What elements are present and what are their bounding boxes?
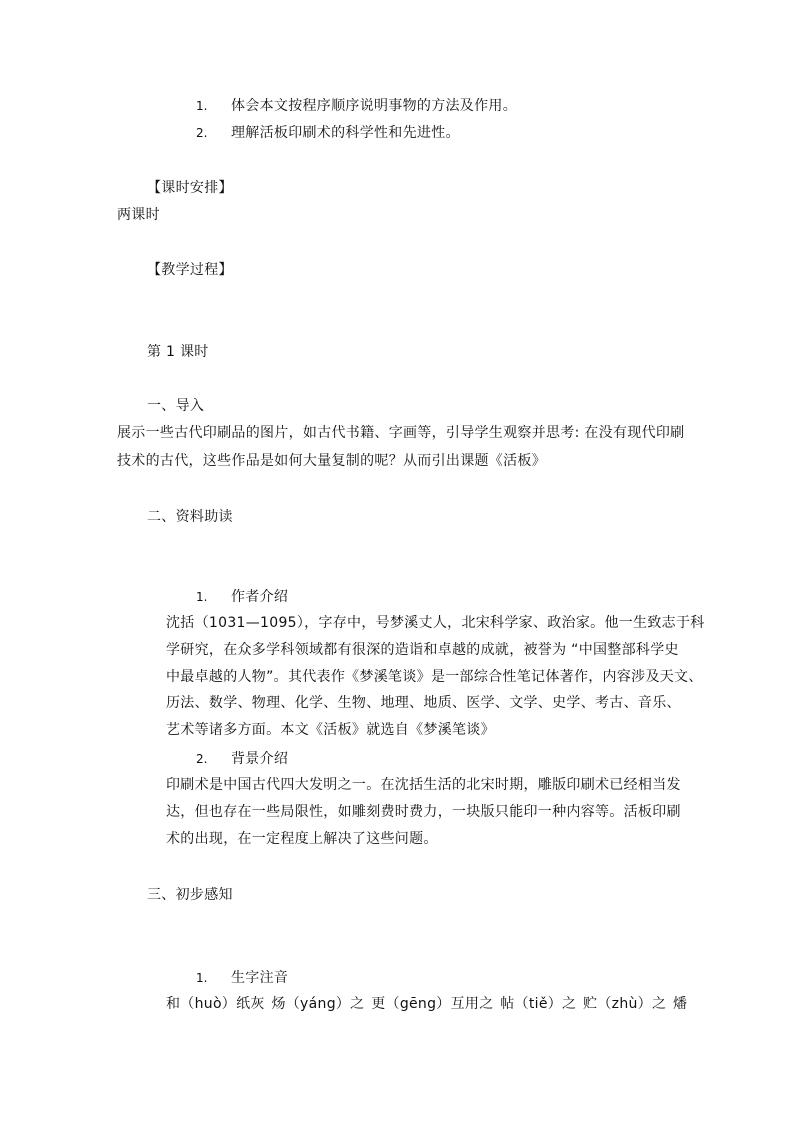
author-line: 学研究，在众多学科领域都有很深的造诣和卓越的成就，被誉为 “中国整部科学史 (166, 642, 679, 658)
intro-line: 展示一些古代印刷品的图片，如古代书籍、字画等，引导学生观察并思考: 在没有现代印刷 (117, 425, 685, 441)
pinyin-number: 1. (196, 971, 208, 985)
objective-2-text: 理解活板印刷术的科学性和先进性。 (231, 125, 460, 141)
author-line: 历法、数学、物理、化学、生物、地理、地质、医学、文学、史学、考古、音乐、 (166, 695, 681, 711)
objective-1-text: 体会本文按程序顺序说明事物的方法及作用。 (231, 98, 517, 114)
background-title: 背景介绍 (231, 751, 289, 767)
schedule-value: 两课时 (117, 207, 160, 223)
objective-2-number: 2. (196, 126, 208, 140)
schedule-heading: 【课时安排】 (147, 180, 233, 196)
intro-line: 技术的古代，这些作品是如何大量复制的呢？从而引出课题《活板》 (117, 453, 546, 469)
perception-heading: 三、初步感知 (147, 887, 233, 903)
process-heading: 【教学过程】 (147, 262, 233, 278)
reading-heading: 二、资料助读 (147, 509, 233, 525)
author-title: 作者介绍 (231, 589, 289, 605)
background-line: 达，但也存在一些局限性，如雕刻费时费力，一块版只能印一种内容等。活板印刷 (166, 804, 681, 820)
background-line: 印刷术是中国古代四大发明之一。在沈括生活的北宋时期，雕版印刷术已经相当发 (166, 777, 681, 793)
intro-heading: 一、导入 (147, 398, 205, 414)
author-line: 中最卓越的人物”。其代表作《梦溪笔谈》是一部综合性笔记体著作，内容涉及天文、 (166, 669, 703, 685)
author-number: 1. (196, 590, 208, 604)
background-line: 术的出现，在一定程度上解决了这些问题。 (166, 831, 438, 847)
objective-1-number: 1. (196, 99, 208, 113)
pinyin-title: 生字注音 (231, 970, 289, 986)
lesson-title: 第 1 课时 (147, 344, 209, 360)
background-number: 2. (196, 752, 208, 766)
author-line: 艺术等诸多方面。本文《活板》就选自《梦溪笔谈》 (166, 722, 495, 738)
pinyin-line: 和（huò）纸灰 炀（yáng）之 更（gēng）互用之 帖（tiě）之 贮（zhù）之 燔 (166, 996, 688, 1012)
author-line: 沈括（1031—1095），字存中，号梦溪丈人，北宋科学家、政治家。他一生致志于科 (166, 615, 705, 631)
